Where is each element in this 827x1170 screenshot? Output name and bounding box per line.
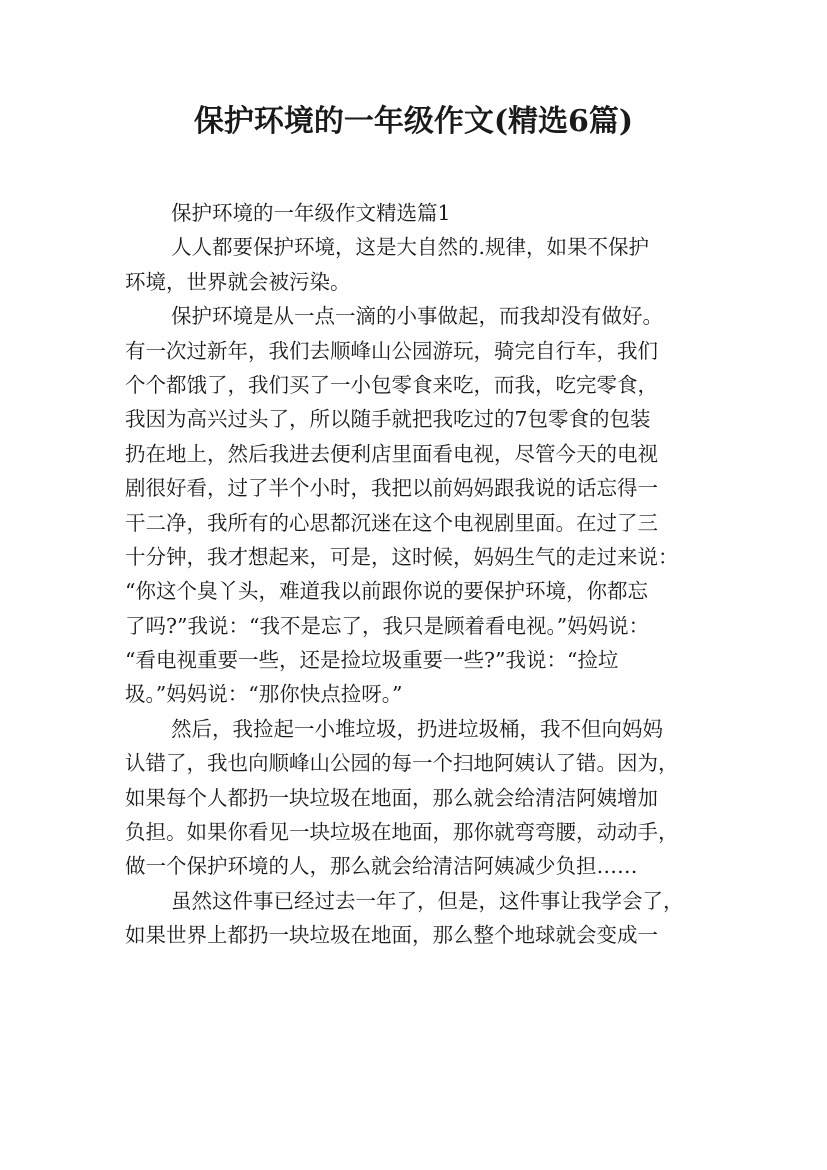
paragraph-line: 负担。如果你看见一块垃圾在地面，那你就弯弯腰，动动手， — [125, 820, 679, 845]
paragraph-line: 扔在地上，然后我进去便利店里面看电视，尽管今天的电视 — [125, 441, 658, 466]
paragraph-line: 我因为高兴过头了，所以随手就把我吃过的7包零食的包装 — [125, 407, 651, 432]
paragraph-line: 个个都饿了，我们买了一小包零食来吃，而我，吃完零食， — [125, 372, 658, 397]
paragraph-line: 如果世界上都扔一块垃圾在地面，那么整个地球就会变成一 — [125, 923, 658, 948]
paragraph-line: 人人都要保护环境，这是大自然的.规律，如果不保护 — [171, 235, 650, 260]
paragraph-line: 有一次过新年，我们去顺峰山公园游玩，骑完自行车，我们 — [125, 338, 658, 363]
paragraph-line: 保护环境是从一点一滴的小事做起，而我却没有做好。 — [171, 304, 663, 329]
paragraph-line: “你这个臭丫头，难道我以前跟你说的要保护环境，你都忘 — [125, 579, 648, 604]
paragraph-line: 了吗?”我说：“我不是忘了，我只是顾着看电视。”妈妈说： — [125, 613, 650, 638]
paragraph-line: 剧很好看，过了半个小时，我把以前妈妈跟我说的话忘得一 — [125, 476, 658, 501]
paragraph-line: “看电视重要一些，还是捡垃圾重要一些?”我说：“捡垃 — [125, 648, 619, 673]
paragraph-line: 然后，我捡起一小堆垃圾，扔进垃圾桶，我不但向妈妈 — [171, 716, 663, 741]
paragraph-line: 十分钟，我才想起来，可是，这时候，妈妈生气的走过来说： — [125, 544, 679, 569]
paragraph-line: 认错了，我也向顺峰山公园的每一个扫地阿姨认了错。因为， — [125, 751, 679, 776]
paragraph-line: 环境，世界就会被污染。 — [125, 269, 351, 294]
document-body — [125, 196, 703, 953]
paragraph-line: 做一个保护环境的人，那么就会给清洁阿姨减少负担…… — [125, 854, 638, 879]
paragraph-line: 虽然这件事已经过去一年了，但是，这件事让我学会了， — [171, 888, 684, 913]
document-title: 保护环境的一年级作文(精选6篇) — [193, 104, 634, 139]
paragraph-line: 圾。”妈妈说：“那你快点捡呀。” — [125, 682, 403, 707]
section-heading: 保护环境的一年级作文精选篇1 — [171, 201, 451, 225]
paragraph-line: 如果每个人都扔一块垃圾在地面，那么就会给清洁阿姨增加 — [125, 785, 658, 810]
paragraph-line: 干二净，我所有的心思都沉迷在这个电视剧里面。在过了三 — [125, 510, 658, 535]
